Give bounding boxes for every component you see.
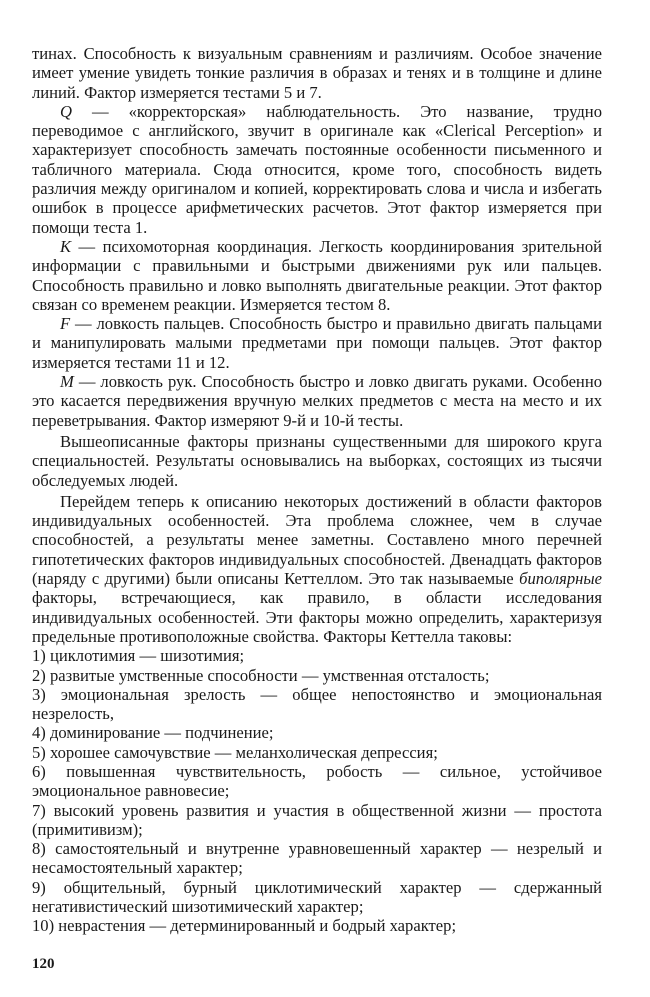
cattell-factor-3: 3) эмоциональная зрелость — общее непостоянство и эмоциональная незрелость, — [32, 684, 602, 724]
paragraph-factor-f — [32, 314, 602, 372]
page-number: 120 — [32, 956, 55, 972]
factor-letter-m: M — [60, 372, 74, 392]
cattell-factor-7: 7) высокий уровень развития и участия в общественной жизни — простота (примитивизм); — [32, 800, 602, 839]
cattell-intro-part-a: Перейдем теперь к описанию некоторых достижений в области факторов индивидуальных особенностей. Эта проблема сложнее, чем в случае способностей, а результаты менее заметны. Составлено много перечней гипотетических факторов индивидуальных способностей. Двенадцать факторов (наряду с другими) были описаны Кеттеллом. Это так называемые — [32, 491, 602, 589]
cattell-factor-9: 9) общительный, бурный циклотимический характер — сдержанный негативистический шизотимический характер; — [32, 877, 602, 917]
body-text — [32, 44, 602, 936]
bipolar-term: биполярные — [519, 569, 602, 589]
paragraph-factor-k — [32, 237, 602, 314]
factor-k-description: — психомоторная координация. Легкость координирования зрительной информации с правильными и быстрыми движениями рук или пальцев. Способность правильно и ловко выполнять двигательные реакции. Этот фактор связан со временем реакции. Измеряется тестом 8. — [32, 236, 602, 314]
cattell-factor-1: 1) циклотимия — шизотимия; — [32, 646, 245, 666]
paragraph-cattell-intro — [32, 492, 602, 646]
factor-m-description: — ловкость рук. Способность быстро и ловко двигать руками. Особенно это касается передвижения вручную мелких предметов с места на место и их переветрывания. Фактор измеряют 9-й и 10-й тесты. — [32, 372, 602, 430]
cattell-factor-10: 10) неврастения — детерминированный и бодрый характер; — [32, 916, 457, 936]
factor-f-description: — ловкость пальцев. Способность быстро и правильно двигать пальцами и манипулировать малыми предметами при помощи пальцев. Этот фактор измеряется тестами 11 и 12. — [32, 314, 602, 372]
cattell-factor-4: 4) доминирование — подчинение; — [32, 723, 274, 743]
paragraph-factor-m — [32, 372, 602, 430]
cattell-factor-2: 2) развитые умственные способности — умственная отсталость; — [32, 665, 490, 685]
cattell-factor-6: 6) повышенная чувствительность, робость — сильное, устойчивое эмоциональное равновесие; — [32, 761, 602, 801]
factor-letter-k: K — [60, 236, 72, 256]
factor-q-description: — «корректорская» наблюдательность. Это название, трудно переводимое с английского, звучит в оригинале как «Clerical Perception» и характеризует способность замечать постоянные особенности письменного и табличного материала. Сюда относится, кроме того, способность видеть различия между оригиналом и копией, корректировать слова и числа и избегать ошибок в процессе арифметических расчетов. Этот фактор измеряется при помощи теста 1. — [32, 101, 602, 237]
factor-letter-q: Q — [60, 101, 72, 121]
factor-letter-f: F — [60, 314, 71, 334]
paragraph-factors-summary: Вышеописанные факторы признаны существенными для широкого круга специальностей. Результаты основывались на выборках, состоящих из тысячи обследуемых людей. — [32, 431, 602, 490]
cattell-factor-8: 8) самостоятельный и внутренне уравновешенный характер — незрелый и несамостоятельный характер; — [32, 839, 602, 878]
cattell-factor-5: 5) хорошее самочувствие — меланхолическая депрессия; — [32, 742, 438, 762]
paragraph-factor-q — [32, 102, 602, 237]
paragraph-visual-comparison: тинах. Способность к визуальным сравнениям и различиям. Особое значение имеет умение увидеть тонкие различия в образах и тенях и в толщине и длине линий. Фактор измеряется тестами 5 и 7. — [32, 44, 602, 102]
cattell-intro-part-b: факторы, встречающиеся, как правило, в области исследования индивидуальных особенностей. Эти факторы можно определить, характеризуя предельные противоположные свойства. Факторы Кеттелла таковы: — [32, 588, 602, 646]
